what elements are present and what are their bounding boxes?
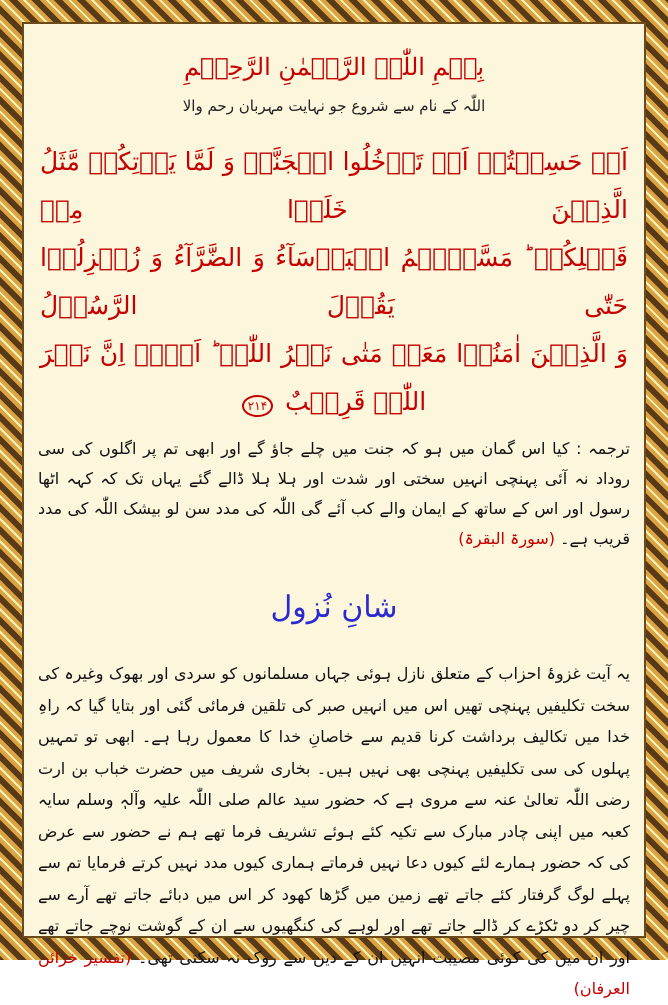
section-title: شانِ نُزول [270, 590, 398, 625]
bismillah-translation: اللّٰہ کے نام سے شروع جو نہایت مہربان رحم والا [182, 97, 486, 115]
tafsir-body [38, 658, 630, 1005]
verse-line: اَمۡ حَسِبۡتُمۡ اَنۡ تَدۡخُلُوا الۡجَنَّۃَ وَ لَمَّا یَاۡتِکُمۡ مَّثَلُ الَّذِیۡنَ خَلَوۡا مِنۡ [40, 147, 628, 224]
verse-translation [38, 434, 630, 554]
bismillah: بِسۡمِ اللّٰہِ الرَّحۡمٰنِ الرَّحِیۡمِ [183, 53, 485, 81]
body-text: یہ آیت غزوۂ احزاب کے متعلق نازل ہوئی جہاں مسلمانوں کو سردی اور بھوک وغیرہ کی سخت تکلیفیں پہنچی تھیں اس میں انہیں صبر کی تلقین فرمائی گئی اور بتایا گیا کہ راہِ خدا میں تکالیف برداشت کرنا قدیم سے خاصانِ خدا کا معمول رہا ہے۔ ابھی تو تمہیں پہلوں کی سی تکلیفیں پہنچی بھی نہیں ہیں۔ بخاری شریف میں حضرت خباب بن ارت رضی اللّٰہ تعالیٰ عنہ سے مروی ہے کہ حضور سید عالم صلی اللّٰہ علیہ وآلہٖ وسلم سایہ کعبہ میں اپنی چادر مبارک سے تکیہ کئے ہوئے تشریف فرما تھے ہم نے حضور سے عرض کی کہ حضور ہمارے لئے کیوں دعا نہیں فرماتے ہماری کیوں مدد نہیں کرتے فرمایا تم سے پہلے لوگ گرفتار کئے جاتے تھے زمین میں گڑھا کھود کر اس میں دبائے جاتے تھے آرے سے چیر کر دو ٹکڑے کر ڈالے جاتے تھے اور لوہے کی کنگھیوں سے ان کے گوشت نوچے جاتے تھے اور ان میں کی کوئی مصیبت انہیں ان کے دین سے روک نہ سکتی تھی۔ [38, 664, 631, 967]
ayah-number-marker: ۲۱۴ [242, 395, 273, 417]
verse-line: وَ الَّذِیۡنَ اٰمَنُوۡا مَعَہٗ مَتٰی نَصۡرُ اللّٰہِ ؕ اَلَاۤ اِنَّ نَصۡرَ اللّٰہِ قَرِیۡبٌ [40, 339, 628, 416]
translation-text: ترجمہ : کیا اس گمان میں ہو کہ جنت میں چلے جاؤ گے اور ابھی تم پر اگلوں کی سی روداد نہ آئی پہنچی انہیں سختی اور شدت اور ہلا ہلا ڈالے گئے یہاں تک کہ کہہ اٹھا رسول اور اس کے ساتھ کے ایمان والے کب آئے گی اللّٰہ کی مدد سن لو بیشک اللّٰہ کی مدد قریب ہے۔ [38, 439, 630, 548]
verse-line: قَبۡلِکُمۡ ؕ مَسَّتۡہُمُ الۡبَاۡسَآءُ وَ الضَّرَّآءُ وَ زُلۡزِلُوۡا حَتّٰی یَقُوۡلَ الرَّسُوۡلُ [40, 243, 628, 320]
surah-reference: (سورۃ البقرۃ) [458, 529, 556, 548]
quran-verse [40, 138, 628, 426]
verse-line-last [40, 330, 628, 426]
content-area [36, 38, 632, 998]
source-reference: (تفسیر خزائن العرفان) [38, 947, 630, 998]
